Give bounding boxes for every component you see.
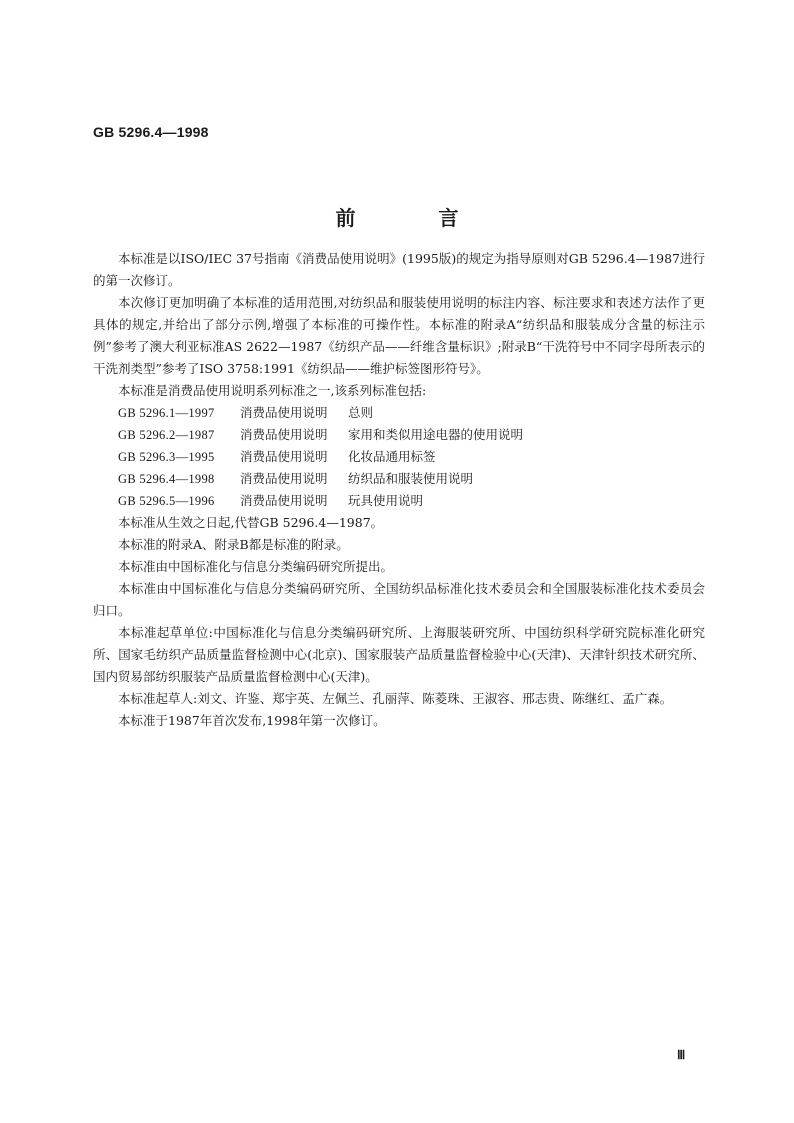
series-name: 消费品使用说明	[240, 449, 328, 464]
series-name: 消费品使用说明	[240, 471, 328, 486]
series-name: 消费品使用说明	[240, 405, 328, 420]
page-number: Ⅲ	[677, 1048, 686, 1062]
series-code: GB 5296.4—1998	[118, 472, 215, 486]
series-code: GB 5296.5—1996	[118, 494, 215, 508]
paragraph-proposed-by: 本标准由中国标准化与信息分类编码研究所提出。	[118, 559, 394, 574]
series-name: 消费品使用说明	[240, 427, 328, 442]
series-code: GB 5296.3—1995	[118, 450, 215, 464]
paragraph-supersedes: 本标准从生效之日起,代替GB 5296.4—1987。	[118, 515, 384, 530]
page-title: 前 言	[335, 206, 497, 230]
series-code: GB 5296.2—1987	[118, 428, 215, 442]
series-standards-list	[93, 402, 705, 512]
series-part: 家用和类似用途电器的使用说明	[348, 427, 524, 442]
series-code: GB 5296.1—1997	[118, 406, 215, 420]
paragraph-series-intro: 本标准是消费品使用说明系列标准之一,该系列标准包括:	[118, 383, 427, 398]
paragraph-annexes: 本标准的附录A、附录B都是标准的附录。	[118, 537, 349, 552]
series-item	[93, 490, 705, 512]
series-part: 玩具使用说明	[348, 493, 424, 508]
series-name: 消费品使用说明	[240, 493, 328, 508]
paragraph-revision-scope: 本次修订更加明确了本标准的适用范围,对纺织品和服装使用说明的标注内容、标注要求和表述方法作了更具体的规定,并给出了部分示例,增强了本标准的可操作性。本标准的附录A“纺织品和服装成分含量的标注示例”参考了澳大利亚标准AS 2622—1987《纺织产品——纤维含量标识》;附录B“干洗符号中不同字母所表示的干洗剂类型”参考了ISO 3758:1991《纺织品——维护标签图形符号》。	[93, 295, 705, 376]
paragraph-drafting-units: 本标准起草单位:中国标准化与信息分类编码研究所、上海服装研究所、中国纺织科学研究院标准化研究所、国家毛纺织产品质量监督检测中心(北京)、国家服装产品质量监督检验中心(天津)、天津针织技术研究所、国内贸易部纺织服装产品质量监督检测中心(天津)。	[93, 625, 705, 684]
foreword-body	[93, 248, 705, 732]
paragraph-publication-history: 本标准于1987年首次发布,1998年第一次修订。	[118, 713, 386, 728]
standard-code: GB 5296.4—1998	[93, 124, 209, 140]
paragraph-guide-basis: 本标准是以ISO/IEC 37号指南《消费品使用说明》(1995版)的规定为指导原则对GB 5296.4—1987进行的第一次修订。	[93, 251, 705, 288]
paragraph-drafters: 本标准起草人:刘文、许鉴、郑宇英、左佩兰、孔丽萍、陈菱珠、王淑容、邢志贵、陈继红、孟广森。	[118, 691, 673, 706]
series-part: 总则	[348, 405, 374, 420]
series-item	[93, 424, 705, 446]
paragraph-centralized-by: 本标准由中国标准化与信息分类编码研究所、全国纺织品标准化技术委员会和全国服装标准化技术委员会归口。	[93, 581, 705, 618]
series-item	[93, 402, 705, 424]
series-part: 纺织品和服装使用说明	[348, 471, 474, 486]
series-item	[93, 468, 705, 490]
series-item	[93, 446, 705, 468]
series-part: 化妆品通用标签	[348, 449, 436, 464]
